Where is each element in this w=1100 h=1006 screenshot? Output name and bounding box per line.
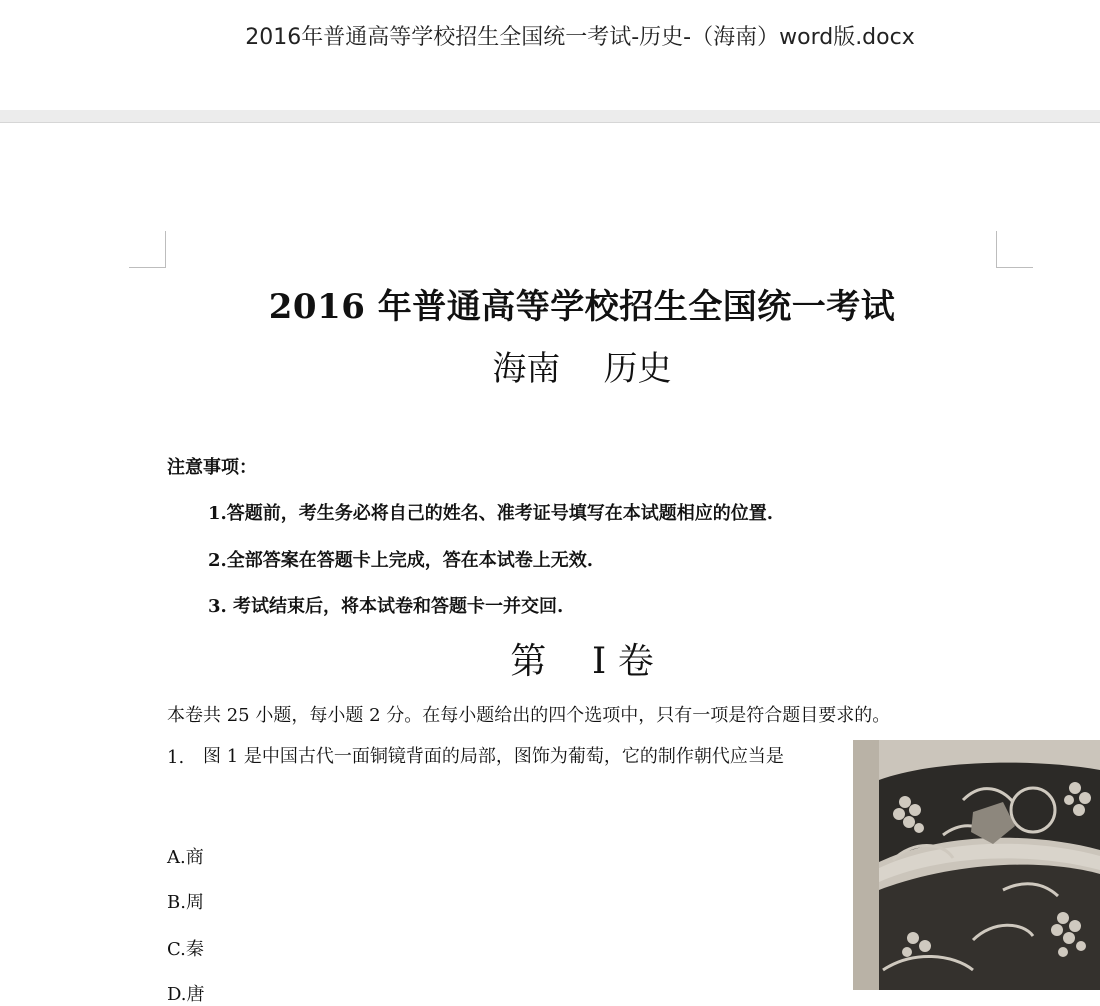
question-number: 1. — [167, 747, 185, 768]
notice-heading: 注意事项： — [167, 457, 257, 478]
section-instructions: 本卷共 25 小题，每小题 2 分。在每小题给出的四个选项中，只有一项是符合题目要求的。 — [167, 705, 891, 726]
notice-item: 2.全部答案在答题卡上完成，答在本试卷上无效. — [208, 550, 594, 571]
margin-corner-mark-left — [129, 231, 166, 268]
margin-corner-mark-right — [996, 231, 1033, 268]
answer-option-c: C.秦 — [167, 939, 204, 960]
exam-subtitle: 海南 历史 — [492, 349, 672, 389]
document-filename: 2016年普通高等学校招生全国统一考试-历史-（海南）word版.docx — [245, 25, 915, 50]
exam-title: 2016 年普通高等学校招生全国统一考试 — [268, 287, 896, 327]
bronze-mirror-grape-pattern-image — [853, 740, 1100, 990]
answer-option-d: D.唐 — [167, 984, 205, 1005]
answer-option-a: A.商 — [167, 847, 204, 868]
volume-title: 第 I 卷 — [510, 641, 654, 682]
page-separator — [0, 110, 1100, 123]
answer-option-b: B.周 — [167, 892, 204, 913]
question-text: 图 1 是中国古代一面铜镜背面的局部，图饰为葡萄，它的制作朝代应当是 — [203, 746, 784, 767]
document-title-bar — [0, 0, 1100, 110]
document-page — [0, 123, 1100, 1005]
notice-item: 3. 考试结束后，将本试卷和答题卡一并交回. — [208, 596, 564, 617]
bronze-mirror-image — [853, 740, 1100, 990]
notice-item: 1.答题前，考生务必将自己的姓名、准考证号填写在本试题相应的位置. — [208, 503, 774, 524]
